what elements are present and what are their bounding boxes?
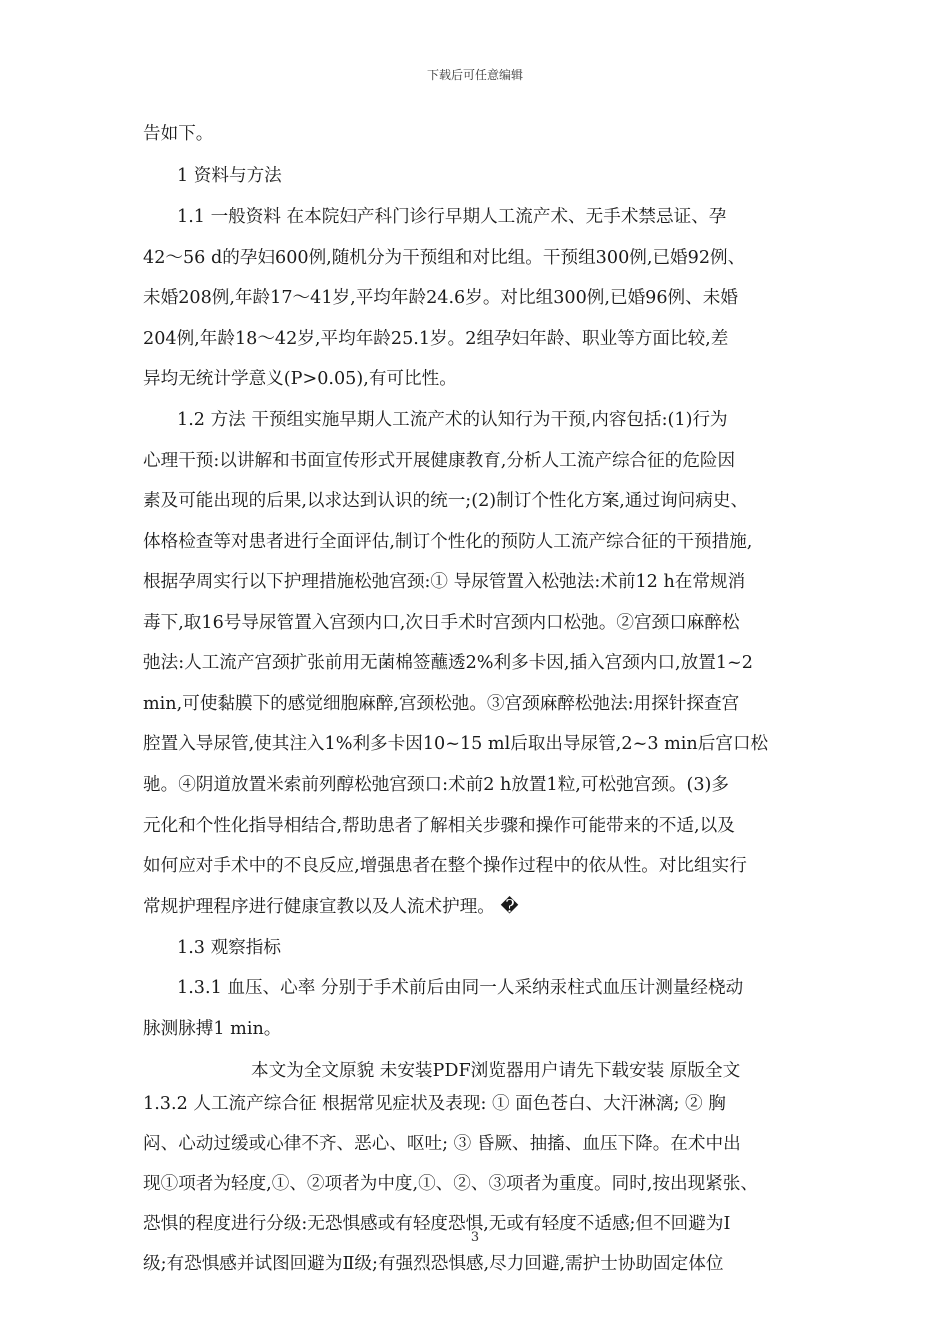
text-line: 常规护理程序进行健康宣教以及人流术护理。 � — [143, 897, 519, 917]
text-line: 驰。④阴道放置米索前列醇松弛宫颈口:术前2 h放置1粒,可松弛宫颈。(3)多 — [143, 775, 729, 795]
text-line: 级;有恐惧感并试图回避为Ⅱ级;有强烈恐惧感,尽力回避,需护士协助固定体位 — [143, 1254, 724, 1274]
text-line: 如何应对手术中的不良反应,增强患者在整个操作过程中的依从性。对比组实行 — [143, 856, 747, 876]
text-line: 素及可能出现的后果,以求达到认识的统一;(2)制订个性化方案,通过询问病史、 — [143, 491, 749, 511]
text-line: min,可使黏膜下的感觉细胞麻醉,宫颈松弛。③宫颈麻醉松弛法:用探针探查宫 — [143, 694, 740, 714]
text-line: 恐惧的程度进行分级:无恐惧感或有轻度恐惧,无或有轻度不适感;但不回避为Ⅰ — [143, 1214, 731, 1234]
text-line: 1.1 一般资料 在本院妇产科门诊行早期人工流产术、无手术禁忌证、孕 — [177, 207, 727, 227]
text-line: 体格检查等对患者进行全面评估,制订个性化的预防人工流产综合征的干预措施, — [143, 532, 753, 552]
page-header: 下载后可任意编辑 — [426, 68, 523, 82]
text-line: 脉测脉搏1 min。 — [143, 1019, 282, 1039]
text-line: 闷、心动过缓或心律不齐、恶心、呕吐; ③ 昏厥、抽搐、血压下降。在术中出 — [143, 1134, 741, 1154]
text-line: 异均无统计学意义(P>0.05),有可比性。 — [143, 369, 457, 389]
section-heading: 1.3 观察指标 — [177, 938, 281, 958]
text-line: 根据孕周实行以下护理措施松弛宫颈:① 导尿管置入松弛法:术前12 h在常规消 — [143, 572, 746, 592]
text-line: 1.3.1 血压、心率 分别于手术前后由同一人采纳汞柱式血压计测量经桡动 — [177, 978, 744, 998]
text-line: 腔置入导尿管,使其注入1%利多卡因10~15 ml后取出导尿管,2~3 min后宫口松 — [143, 734, 769, 754]
text-line: 心理干预:以讲解和书面宣传形式开展健康教育,分析人工流产综合征的危险因 — [143, 451, 736, 471]
text-line: 未婚208例,年龄17～41岁,平均年龄24.6岁。对比组300例,已婚96例、未婚 — [143, 288, 738, 308]
section-heading: 1 资料与方法 — [177, 166, 282, 186]
text-line: 告如下。 — [143, 124, 214, 144]
text-line: 1.2 方法 干预组实施早期人工流产术的认知行为干预,内容包括:(1)行为 — [177, 410, 728, 430]
text-line: 元化和个性化指导相结合,帮助患者了解相关步骤和操作可能带来的不适,以及 — [143, 816, 735, 836]
text-line: 毒下,取16号导尿管置入宫颈内口,次日手术时宫颈内口松弛。②宫颈口麻醉松 — [143, 613, 740, 633]
text-line: 1.3.2 人工流产综合征 根据常见症状及表现: ① 面色苍白、大汗淋漓; ② 胸 — [143, 1094, 726, 1114]
page-number: 3 — [470, 1230, 480, 1245]
text-line: 42～56 d的孕妇600例,随机分为干预组和对比组。干预组300例,已婚92例、 — [143, 248, 746, 268]
text-line: 现①项者为轻度,①、②项者为中度,①、②、③项者为重度。同时,按出现紧张、 — [143, 1174, 758, 1194]
text-line: 204例,年龄18～42岁,平均年龄25.1岁。2组孕妇年龄、职业等方面比较,差 — [143, 329, 729, 349]
download-notice: 本文为全文原貌 未安装PDF浏览器用户请先下载安装 原版全文 — [251, 1061, 741, 1081]
text-line: 弛法:人工流产宫颈扩张前用无菌棉签蘸透2%利多卡因,插入宫颈内口,放置1~2 — [143, 653, 753, 673]
